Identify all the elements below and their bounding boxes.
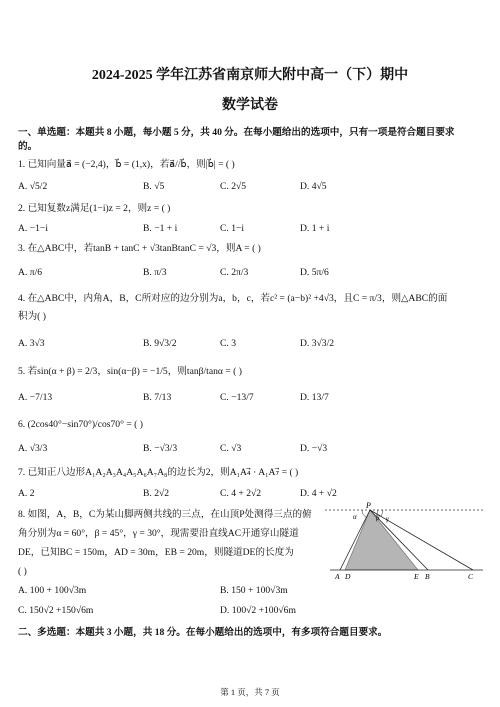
section1-heading-cont: 的。 — [18, 141, 38, 152]
q4-stem-cont: 积为( ) — [18, 311, 46, 322]
q6-option-c: C. √3 — [220, 443, 242, 454]
q8-option-c: C. 150√2 +150√6m — [18, 605, 94, 616]
page-footer: 第 1 页，共 7 页 — [220, 687, 280, 697]
q7-option-c: C. 4 + 2√2 — [220, 488, 262, 499]
q1-option-a: A. √5/2 — [18, 181, 48, 192]
q8-option-b: B. 150 + 100√3m — [220, 585, 288, 596]
q1-stem: 1. 已知向量a⃗ = (−2,4)，b⃗ = (1,x)，若a⃗//b⃗，则|b⃗| = ( ) — [18, 159, 235, 170]
q8-option-a: A. 100 + 100√3m — [18, 585, 87, 596]
q3-option-c: C. 2π/3 — [220, 267, 249, 278]
q3-option-d: D. 5π/6 — [300, 267, 329, 278]
point-b-label: B — [425, 572, 430, 581]
q5-option-a: A. −7/13 — [18, 392, 53, 403]
q4-stem: 4. 在△ABC中，内角A，B，C所对应的边分别为a，b，c，若c² = (a−b)² +4√3，且C = π/3，则△ABC的面 — [18, 293, 448, 304]
point-c-label: C — [468, 572, 474, 581]
q3-option-b: B. π/3 — [143, 267, 167, 278]
q2-option-a: A. −1−i — [18, 223, 49, 234]
q3-stem: 3. 在△ABC中，若tanB + tanC + √3tanBtanC = √3，则A = ( ) — [18, 243, 261, 254]
q8-stem-line4: ( ) — [18, 566, 27, 577]
q6-stem: 6. (2cos40°−sin70°)/cos70° = ( ) — [18, 419, 143, 430]
mountain-tunnel-figure — [325, 502, 485, 582]
q5-option-b: B. 7/13 — [143, 392, 172, 403]
q4-option-b: B. 9√3/2 — [143, 338, 177, 349]
q7-stem: 7. 已知正八边形A₁A₂A₃A₄A₅A₆A₇A₈的边长为2，则A₁A₄⃗ · A₁A₇⃗ = ( ) — [18, 467, 299, 478]
angle-gamma-arc — [381, 510, 383, 516]
q7-option-a: A. 2 — [18, 488, 35, 499]
q5-option-d: D. 13/7 — [300, 392, 329, 403]
q8-stem-line2: 角分别为α = 60°，β = 45°，γ = 30°，现需要沿直线AC开通穿山隧道 — [18, 528, 299, 539]
gamma-label: γ — [386, 515, 389, 523]
q1-option-d: D. 4√5 — [300, 181, 327, 192]
q1-option-b: B. √5 — [143, 181, 165, 192]
q2-option-b: B. −1 + i — [143, 223, 178, 234]
q5-stem: 5. 若sin(α + β) = 2/3，sin(α−β) = −1/5，则tanβ/tanα = ( ) — [18, 366, 242, 377]
q4-option-c: C. 3 — [220, 338, 236, 349]
section1-heading: 一、单选题：本题共 8 小题，每小题 5 分，共 40 分。在每小题给出的选项中，只有一项是符合题目要求 — [18, 127, 455, 138]
q1-option-c: C. 2√5 — [220, 181, 247, 192]
q3-option-a: A. π/6 — [18, 267, 43, 278]
point-p-label: P — [366, 502, 371, 510]
q2-stem: 2. 已知复数z满足(1−i)z = 2，则z = ( ) — [18, 203, 171, 214]
point-d-label: D — [345, 572, 351, 581]
q8-option-d: D. 100√2 +100√6m — [220, 605, 296, 616]
q6-option-d: D. −√3 — [300, 443, 328, 454]
q2-option-c: C. 1−i — [220, 223, 245, 234]
q6-option-b: B. −√3/3 — [143, 443, 178, 454]
alpha-label: α — [353, 513, 357, 521]
q4-option-a: A. 3√3 — [18, 338, 45, 349]
section2-heading: 二、多选题：本题共 3 小题，共 18 分。在每小题给出的选项中，有多项符合题目要求。 — [18, 627, 388, 638]
q8-stem: 8. 如图，A，B，C为某山脚两侧共线的三点，在山顶P处测得三点的俯 — [18, 509, 312, 520]
q6-option-a: A. √3/3 — [18, 443, 48, 454]
exam-subtitle: 数学试卷 — [222, 98, 278, 113]
exam-title: 2024-2025 学年江苏省南京师大附中高一（下）期中 — [91, 68, 409, 83]
point-e-label: E — [414, 572, 419, 581]
q2-option-d: D. 1 + i — [300, 223, 330, 234]
point-a-label: A — [335, 572, 340, 581]
q4-option-d: D. 3√3/2 — [300, 338, 335, 349]
q7-option-b: B. 2√2 — [143, 488, 170, 499]
q5-option-c: C. −13/7 — [220, 392, 254, 403]
angle-alpha-arc — [362, 510, 366, 517]
q7-option-d: D. 4 + √2 — [300, 488, 337, 499]
beta-label: β — [376, 514, 380, 522]
q8-stem-line3: DE，已知BC = 150m，AD = 30m，EB = 20m，则隧道DE的长度为 — [18, 547, 294, 558]
